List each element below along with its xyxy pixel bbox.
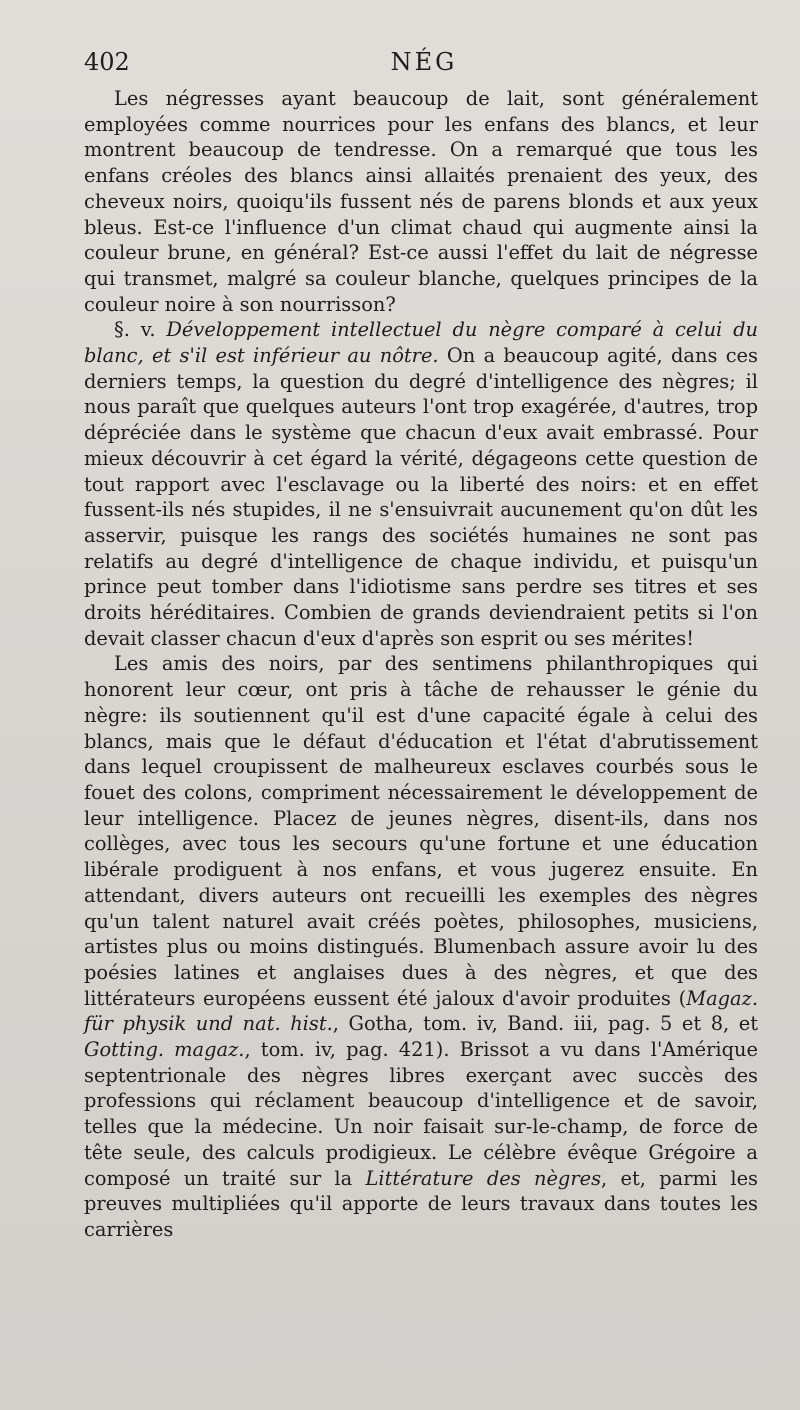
page-header <box>84 48 764 84</box>
paragraph-text: , et, parmi les preuves multipliées qu'il apporte de leurs travaux dans toutes les carrières <box>84 1166 759 1241</box>
paragraph-text: On a beaucoup agité, dans ces derniers temps, la question du degré d'intelligence des nègres; il nous paraît que quelques auteurs l'ont trop exagérée, d'autres, trop dépréciée dans le système que chacun d'eux avait embrassé. Pour mieux découvrir à cet égard la vérité, dégageons cette question de tout rapport avec l'esclavage ou la liberté des noirs: et en effet fussent-ils nés stupides, il ne s'ensuivrait aucunement qu'on dût les asservir, puisque les rangs des sociétés humaines ne sont pas relatifs au degré d'intelligence de chaque individu, et puisqu'un prince peut tomber dans l'idiotisme sans perdre ses titres et ses droits héréditaires. Combien de grands deviendraient petits si l'on devait classer chacun d'eux d'après son esprit ou ses mérites! <box>84 344 758 650</box>
book-title: Littérature des nègres <box>365 1166 602 1190</box>
paragraph-text: , Gotha, tom. iv, Band. iii, pag. 5 et 8, et <box>332 1012 758 1036</box>
body-text <box>84 86 758 1243</box>
paragraph-text: , tom. iv, pag. 421). Brissot a vu dans l'Amérique septentrionale des nègres libres exerçant avec succès des professions qui réclament beaucoup d'intelligence et de savoir, telles que la médecine. Un noir faisait sur-le-champ, de force de tête seule, des calculs prodigieux. Le célèbre évêque Grégoire a composé un traité sur la <box>84 1038 758 1190</box>
paragraph <box>84 86 758 317</box>
paragraph <box>84 651 758 1242</box>
section-title: Développement intellectuel du nègre comparé à celui du blanc, et s'il est inférieur au nôtre. <box>84 318 758 368</box>
paragraph-text: Les négresses ayant beaucoup de lait, sont généralement employées comme nourrices pour les enfans des blancs, et leur montrent beaucoup de tendresse. On a remarqué que tous les enfans créoles des blancs ainsi allaités prenaient des yeux, des cheveux noirs, quoiqu'ils fussent nés de parens blonds et aux yeux bleus. Est-ce l'influence d'un climat chaud qui augmente ainsi la couleur brune, en général? Est-ce aussi l'effet du lait de négresse qui transmet, malgré sa couleur blanche, quelques principes de la couleur noire à son nourrisson? <box>84 87 758 316</box>
running-head: NÉG <box>390 48 458 76</box>
section-mark: §. v. <box>114 318 156 342</box>
citation: Magaz. für physik und nat. hist. <box>84 986 758 1036</box>
citation: Gotting. magaz. <box>84 1038 245 1062</box>
paragraph <box>84 317 758 651</box>
page-number: 402 <box>84 48 130 76</box>
paragraph-text: Les amis des noirs, par des sentimens philanthropiques qui honorent leur cœur, ont pris à tâche de rehausser le génie du nègre: ils soutiennent qu'il est d'une capacité égale à celui des blancs, mais que le défaut d'éducation et l'état d'abrutissement dans lequel croupissent de malheureux esclaves courbés sous le fouet des colons, compriment nécessairement le développement de leur intelligence. Placez de jeunes nègres, disent-ils, dans nos collèges, avec tous les secours qu'une fortune et une éducation libérale prodiguent à nos enfans, et vous jugerez ensuite. En attendant, divers auteurs ont recueilli les exemples des nègres qu'un talent naturel avait créés poètes, philosophes, musiciens, artistes plus ou moins distingués. Blumenbach assure avoir lu des poésies latines et anglaises dues à des nègres, et que des littérateurs européens eussent été jaloux d'avoir produites ( <box>84 652 758 1010</box>
